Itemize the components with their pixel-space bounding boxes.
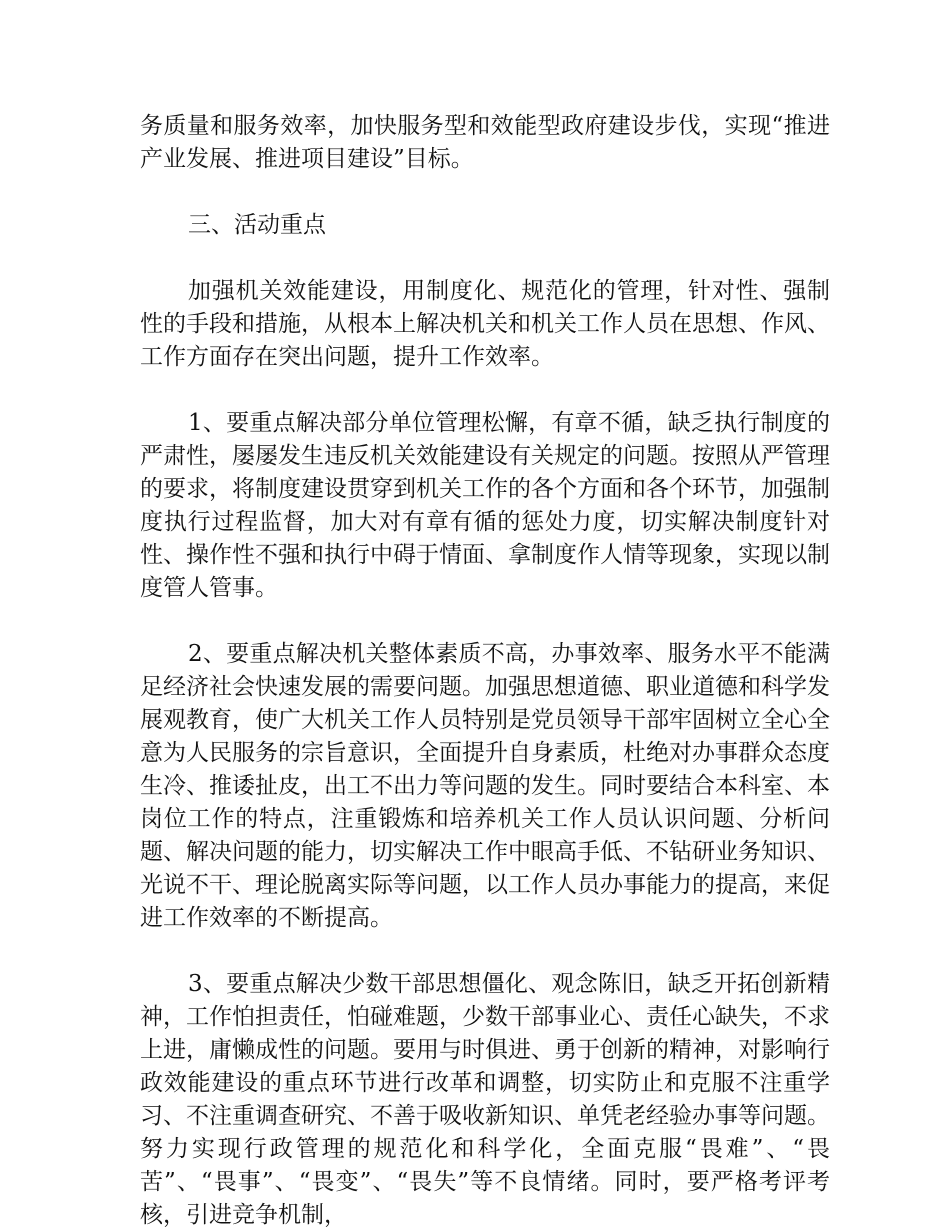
paragraph-intro: 加强机关效能建设，用制度化、规范化的管理，针对性、强制性的手段和措施，从根本上解决机关和机关工作人员在思想、作风、工作方面存在突出问题，提升工作效率。 (140, 278, 830, 370)
paragraph-item-3: 3、要重点解决少数干部思想僵化、观念陈旧，缺乏开拓创新精神，工作怕担责任，怕碰难题，少数干部事业心、责任心缺失，不求上进，庸懒成性的问题。要用与时俱进、勇于创新的精神，对影响行政效能建设的重点环节进行改革和调整，切实防止和克服不注重学习、不注重调查研究、不善于吸收新知识、单凭老经验办事等问题。努力实现行政管理的规范化和科学化，全面克服“畏难”、“畏苦”、“畏事”、“畏变”、“畏失”等不良情绪。同时，要严格考评考核，引进竞争机制， (140, 971, 830, 1228)
document-body (140, 110, 830, 1232)
paragraph-item-1: 1、要重点解决部分单位管理松懈，有章不循，缺乏执行制度的严肃性，屡屡发生违反机关效能建设有关规定的问题。按照从严管理的要求，将制度建设贯穿到机关工作的各个方面和各个环节，加强制度执行过程监督，加大对有章有循的惩处力度，切实解决制度针对性、操作性不强和执行中碍于情面、拿制度作人情等现象，实现以制度管人管事。 (140, 410, 830, 601)
section-heading: 三、活动重点 (188, 212, 326, 238)
paragraph-continuation: 务质量和服务效率，加快服务型和效能型政府建设步伐，实现“推进产业发展、推进项目建设”目标。 (140, 113, 830, 172)
paragraph-item-2: 2、要重点解决机关整体素质不高，办事效率、服务水平不能满足经济社会快速发展的需要问题。加强思想道德、职业道德和科学发展观教育，使广大机关工作人员特别是党员领导干部牢固树立全心全意为人民服务的宗旨意识，全面提升自身素质，杜绝对办事群众态度生冷、推诿扯皮，出工不出力等问题的发生。同时要结合本科室、本岗位工作的特点，注重锻炼和培养机关工作人员认识问题、分析问题、解决问题的能力，切实解决工作中眼高手低、不钻研业务知识、光说不干、理论脱离实际等问题，以工作人员办事能力的提高，来促进工作效率的不断提高。 (140, 641, 830, 931)
